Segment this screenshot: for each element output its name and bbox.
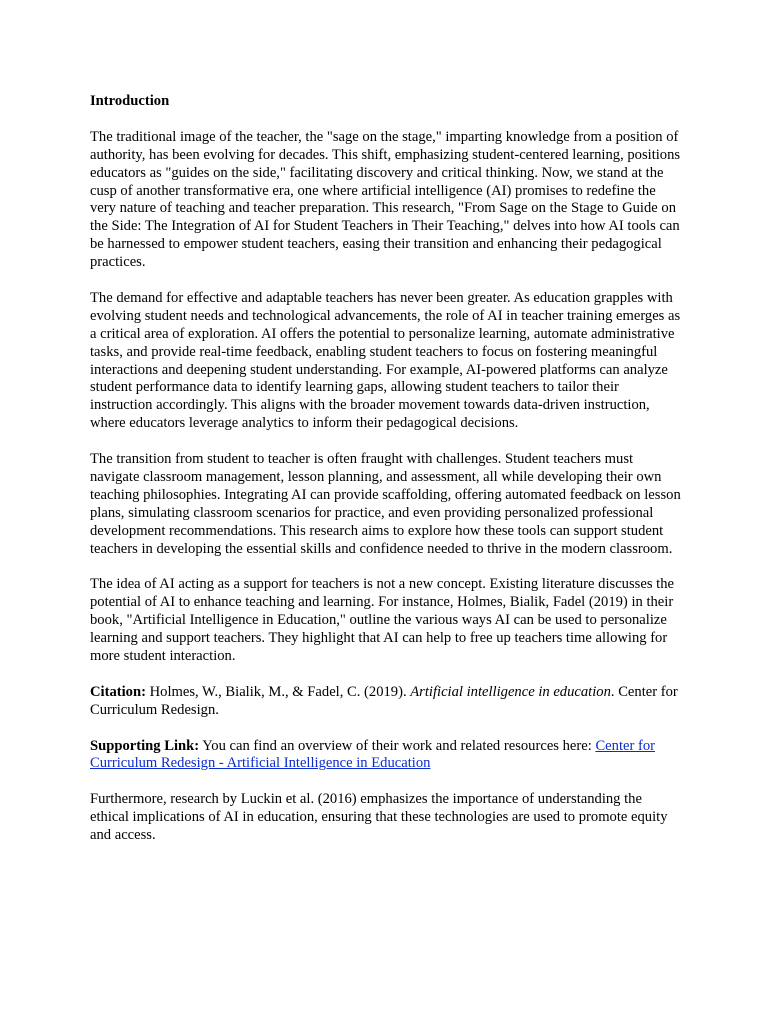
paragraph-4: The idea of AI acting as a support for teachers is not a new concept. Existing literature discusses the potential of AI to enhance teaching and learning. For instance, Holmes, Bialik, Fadel (2019) in their book, "Artificial Intelligence in Education," outline the various ways AI can be used to personalize learning and support teachers. They highlight that AI can help to free up teachers time allowing for more student interaction. bbox=[90, 576, 674, 665]
citation-publisher: . Center for Curriculum Redesign. bbox=[90, 683, 678, 718]
paragraph-1: The traditional image of the teacher, the "sage on the stage," imparting knowledge from a position of authority, has been evolving for decades. This shift, emphasizing student-centered learning, positions educators as "guides on the side," facilitating discovery and critical thinking. Now, we stand at the cusp of another transformative era, one where artificial intelligence (AI) promises to redefine the very nature of teaching and teacher preparation. This research, "From Sage on the Stage to Guide on the Side: The Integration of AI for Student Teachers in Their Teaching," delves into how AI tools can be harnessed to empower student teachers, easing their transition and enhancing their pedagogical practices. bbox=[90, 128, 681, 271]
ccr-ai-education-link[interactable]: Center for Curriculum Redesign - Artificial Intelligence in Education bbox=[90, 737, 656, 772]
citation-label: Citation: bbox=[90, 683, 146, 700]
supporting-link-label: Supporting Link: bbox=[90, 737, 200, 754]
citation-paragraph bbox=[90, 684, 682, 720]
supporting-link-paragraph bbox=[90, 738, 682, 774]
supporting-link-text: You can find an overview of their work and related resources here: bbox=[199, 737, 596, 754]
citation-title: Artificial intelligence in education bbox=[410, 683, 611, 700]
closing-paragraph: Furthermore, research by Luckin et al. (2016) emphasizes the importance of understanding the ethical implications of AI in education, ensuring that these technologies are used to promote equity and access. bbox=[90, 791, 668, 844]
section-heading: Introduction bbox=[90, 93, 170, 109]
citation-authors: Holmes, W., Bialik, M., & Fadel, C. (2019). bbox=[145, 683, 411, 700]
paragraph-3: The transition from student to teacher is often fraught with challenges. Student teachers must navigate classroom management, lesson planning, and assessment, all while developing their own teaching philosophies. Integrating AI can provide scaffolding, offering automated feedback on lesson plans, simulating classroom scenarios for practice, and even providing personalized professional development recommendations. This research aims to explore how these tools can support student teachers in developing the essential skills and confidence needed to thrive in the modern classroom. bbox=[90, 451, 681, 557]
document-page bbox=[90, 93, 682, 863]
paragraph-2: The demand for effective and adaptable teachers has never been greater. As education grapples with evolving student needs and technological advancements, the role of AI in teacher training emerges as a critical area of exploration. AI offers the potential to personalize learning, automate administrative tasks, and provide real-time feedback, enabling student teachers to focus on fostering meaningful interactions and deepening student understanding. For example, AI-powered platforms can analyze student performance data to identify learning gaps, allowing student teachers to tailor their instruction accordingly. This aligns with the broader movement towards data-driven instruction, where educators leverage analytics to inform their pedagogical decisions. bbox=[90, 289, 681, 432]
